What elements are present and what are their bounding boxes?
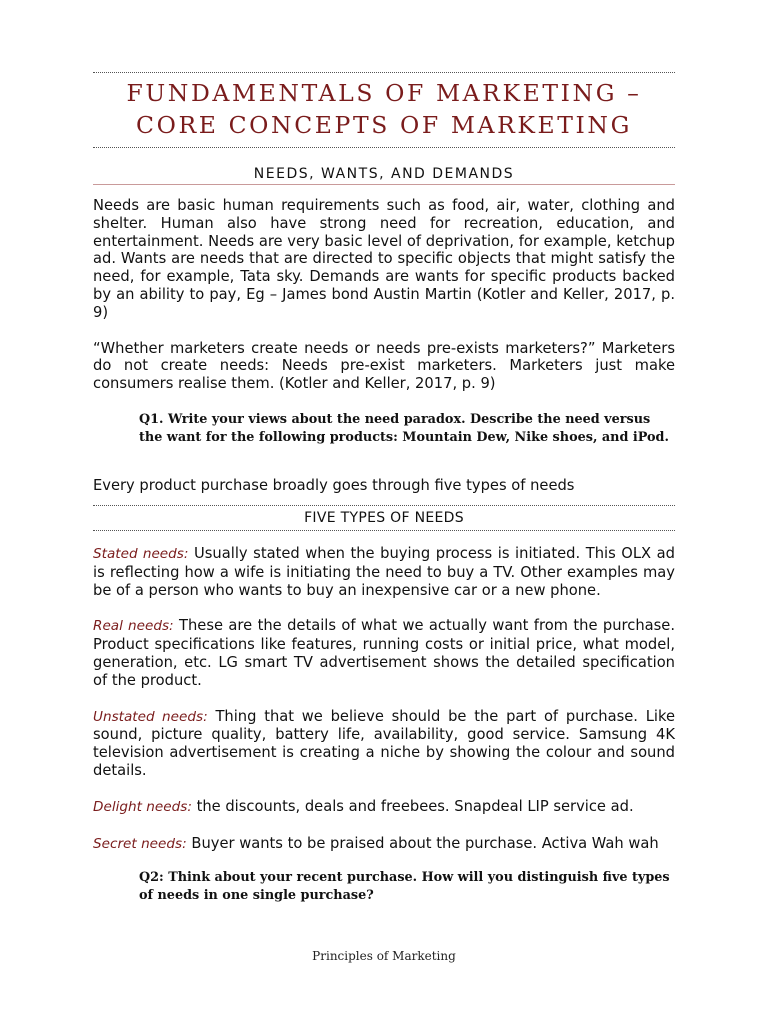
need-item-secret: [93, 835, 675, 854]
page-title: [93, 77, 675, 141]
need-item-unstated: [93, 708, 675, 780]
section-heading-needs-wants-demands: NEEDS, WANTS, AND DEMANDS: [253, 166, 515, 182]
title-line-1: FUNDAMENTALS OF MARKETING –: [126, 79, 642, 107]
question-q2: Q2: Think about your recent purchase. How will you distinguish five types of needs in one single purchase?: [139, 870, 670, 904]
five-needs-bottom-rule: [93, 530, 675, 531]
need-text-secret: Buyer wants to be praised about the purchase. Activa Wah wah: [186, 834, 659, 852]
need-text-delight: the discounts, deals and freebees. Snapdeal LIP service ad.: [191, 797, 634, 815]
need-label-delight: Delight needs:: [93, 798, 192, 815]
need-text-unstated: Thing that we believe should be the part of purchase. Like sound, picture quality, battery life, availability, good service. Samsung 4K television advertisement is creating a niche by showing the colour and sound details.: [93, 707, 675, 779]
page-footer: Principles of Marketing: [312, 949, 456, 963]
paragraph-needs-definition: Needs are basic human requirements such as food, air, water, clothing and shelter. Human also have strong need for recreation, education, and entertainment. Needs are very basic level of deprivation, for example, ketchup ad. Wants are needs that are directed to specific objects that might satisfy the need, for example, Tata sky. Demands are wants for specific products backed by an ability to pay, Eg – James bond Austin Martin (Kotler and Keller, 2017, p. 9): [93, 197, 675, 321]
need-item-delight: [93, 798, 675, 817]
need-item-stated: [93, 545, 675, 599]
need-label-unstated: Unstated needs:: [93, 708, 208, 725]
document-page: [93, 72, 675, 905]
title-bottom-rule: [93, 147, 675, 148]
five-needs-intro: Every product purchase broadly goes through five types of needs: [93, 476, 575, 494]
section-heading-five-types-of-needs: FIVE TYPES OF NEEDS: [304, 509, 464, 526]
five-needs-top-rule: [93, 505, 675, 506]
need-text-stated: Usually stated when the buying process is initiated. This OLX ad is reflecting how a wife is initiating the need to buy a TV. Other examples may be of a person who wants to buy an inexpensive car or a new phone.: [93, 544, 675, 599]
paragraph-need-paradox: “Whether marketers create needs or needs pre-exists marketers?” Marketers do not create needs: Needs pre-exist marketers. Marketers just make consumers realise them. (Kotler and Keller, 2017, p. 9): [93, 339, 675, 393]
need-text-real: These are the details of what we actually want from the purchase. Product specifications like features, running costs or initial price, what model, generation, etc. LG smart TV advertisement shows the detailed specification of the product.: [93, 617, 675, 689]
need-label-real: Real needs:: [93, 618, 174, 635]
need-item-real: [93, 617, 675, 689]
need-label-stated: Stated needs:: [93, 545, 189, 562]
title-top-rule: [93, 72, 675, 73]
section-heading-underline: [93, 184, 675, 185]
need-label-secret: Secret needs:: [93, 835, 187, 852]
question-q1: Q1. Write your views about the need paradox. Describe the need versus the want for the following products: Mountain Dew, Nike shoes, and iPod.: [139, 411, 669, 445]
title-line-2: CORE CONCEPTS OF MARKETING: [136, 111, 632, 139]
